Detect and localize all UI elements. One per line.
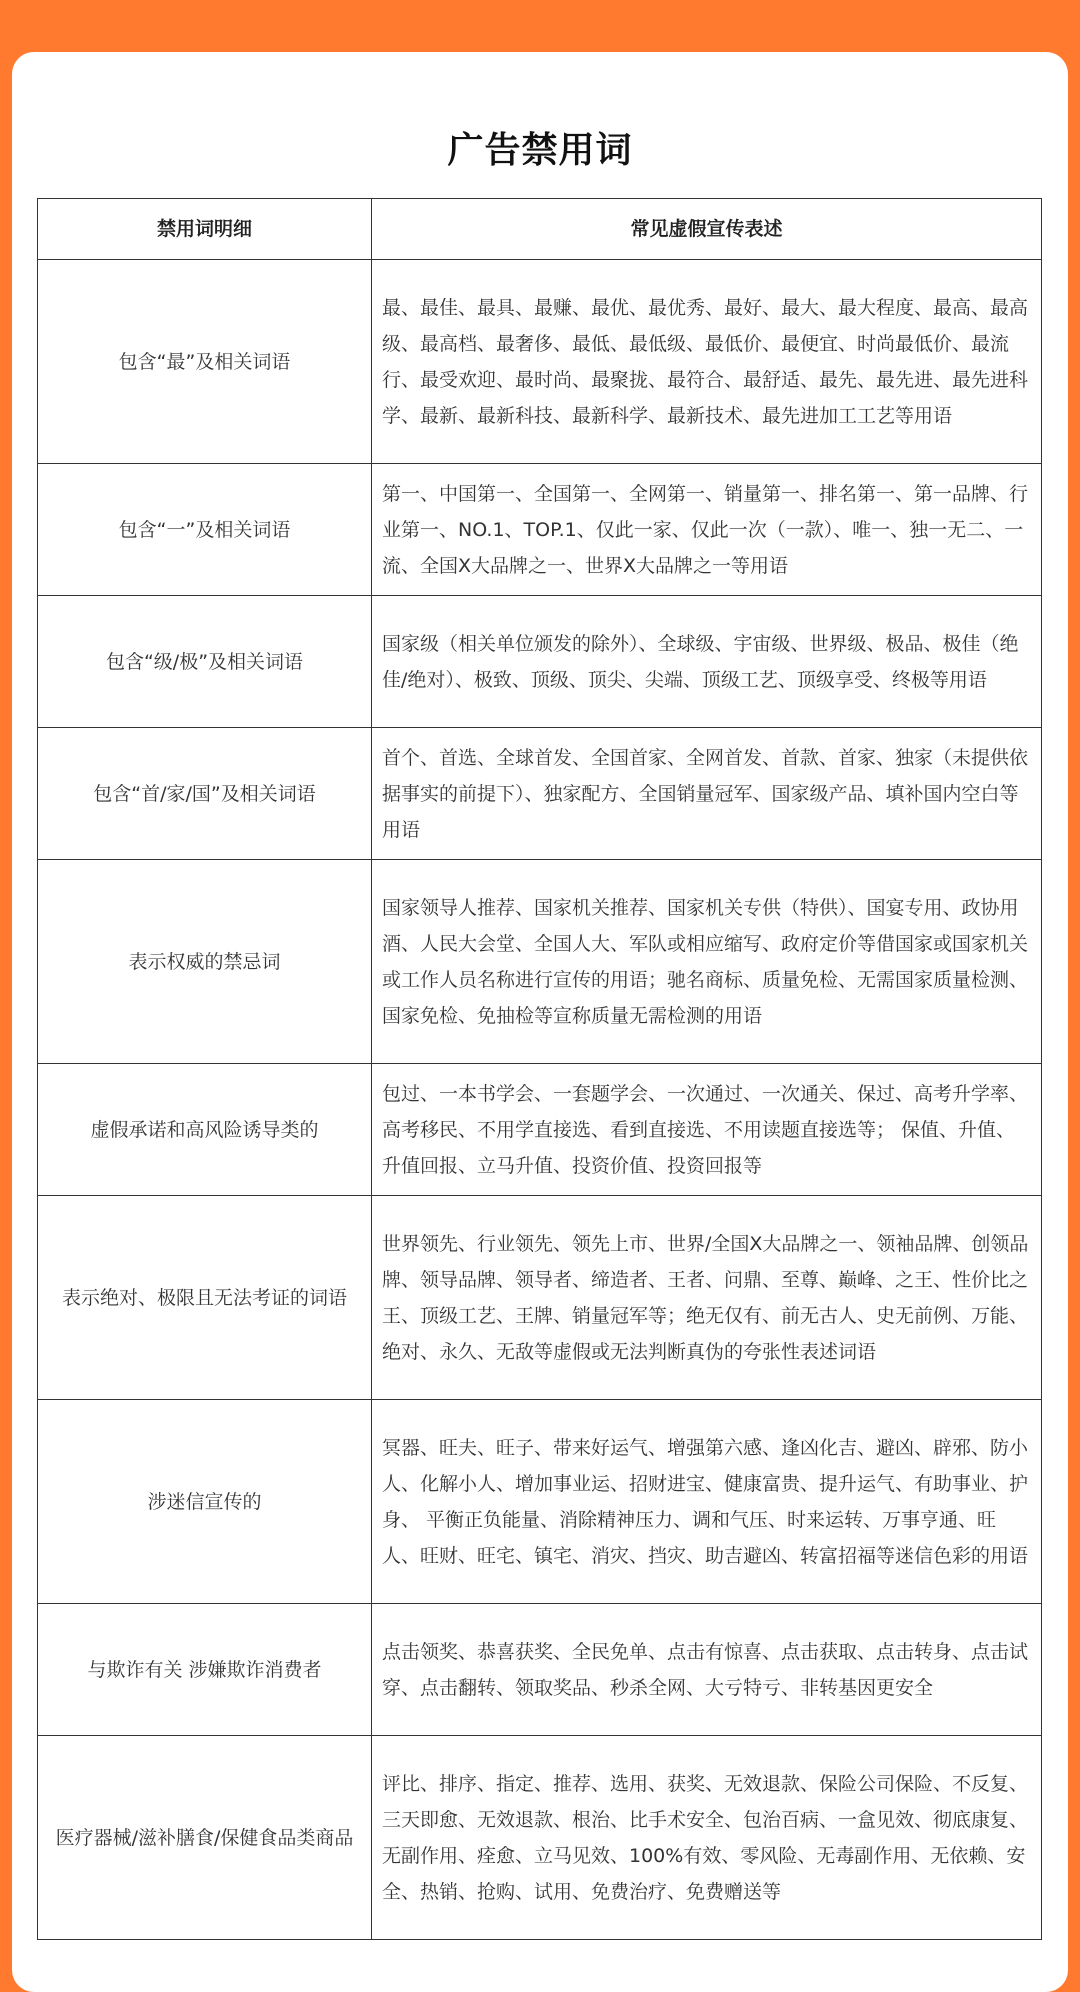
examples-cell: 冥器、旺夫、旺子、带来好运气、增强第六感、逢凶化吉、避凶、辟邪、防小人、化解小人、增加事业运、招财进宝、健康富贵、提升运气、有助事业、护身、 平衡正负能量、消除精神压力、调和气压、时来运转、万事亨通、旺人、旺财、旺宅、镇宅、消灾、挡灾、助吉避凶、转富招福等迷信色彩的用语 — [372, 1400, 1042, 1604]
table-row — [38, 1400, 1042, 1604]
examples-cell: 世界领先、行业领先、领先上市、世界/全国X大品牌之一、领袖品牌、创领品牌、领导品牌、领导者、缔造者、王者、问鼎、至尊、巅峰、之王、性价比之王、顶级工艺、王牌、销量冠军等；绝无仅有、前无古人、史无前例、万能、绝对、永久、无敌等虚假或无法判断真伪的夸张性表述词语 — [372, 1196, 1042, 1400]
table-row — [38, 596, 1042, 728]
category-cell: 包含“级/极”及相关词语 — [38, 596, 372, 728]
table-row — [38, 1064, 1042, 1196]
examples-cell: 包过、一本书学会、一套题学会、一次通过、一次通关、保过、高考升学率、高考移民、不用学直接选、看到直接选、不用读题直接选等； 保值、升值、升值回报、立马升值、投资价值、投资回报等 — [372, 1064, 1042, 1196]
content-card — [12, 52, 1068, 1992]
examples-cell: 点击领奖、恭喜获奖、全民免单、点击有惊喜、点击获取、点击转身、点击试穿、点击翻转、领取奖品、秒杀全网、大亏特亏、非转基因更安全 — [372, 1604, 1042, 1736]
category-cell: 包含“首/家/国”及相关词语 — [38, 728, 372, 860]
column-header-examples: 常见虚假宣传表述 — [372, 199, 1042, 260]
category-cell: 表示权威的禁忌词 — [38, 860, 372, 1064]
table-row — [38, 1736, 1042, 1940]
table-row — [38, 260, 1042, 464]
category-cell: 与欺诈有关 涉嫌欺诈消费者 — [38, 1604, 372, 1736]
table-row — [38, 860, 1042, 1064]
category-cell: 包含“一”及相关词语 — [38, 464, 372, 596]
category-cell: 虚假承诺和高风险诱导类的 — [38, 1064, 372, 1196]
table-row — [38, 1196, 1042, 1400]
banned-words-table — [37, 198, 1042, 1940]
examples-cell: 国家领导人推荐、国家机关推荐、国家机关专供（特供）、国宴专用、政协用酒、人民大会堂、全国人大、军队或相应缩写、政府定价等借国家或国家机关或工作人员名称进行宣传的用语；驰名商标、质量免检、无需国家质量检测、国家免检、免抽检等宣称质量无需检测的用语 — [372, 860, 1042, 1064]
table-row — [38, 464, 1042, 596]
category-cell: 医疗器械/滋补膳食/保健食品类商品 — [38, 1736, 372, 1940]
examples-cell: 首个、首选、全球首发、全国首家、全网首发、首款、首家、独家（未提供依据事实的前提下）、独家配方、全国销量冠军、国家级产品、填补国内空白等用语 — [372, 728, 1042, 860]
examples-cell: 第一、中国第一、全国第一、全网第一、销量第一、排名第一、第一品牌、行业第一、NO.1、TOP.1、仅此一家、仅此一次（一款）、唯一、独一无二、一流、全国X大品牌之一、世界X大品牌之一等用语 — [372, 464, 1042, 596]
category-cell: 表示绝对、极限且无法考证的词语 — [38, 1196, 372, 1400]
examples-cell: 最、最佳、最具、最赚、最优、最优秀、最好、最大、最大程度、最高、最高级、最高档、最奢侈、最低、最低级、最低价、最便宜、时尚最低价、最流行、最受欢迎、最时尚、最聚拢、最符合、最舒适、最先、最先进、最先进科学、最新、最新科技、最新科学、最新技术、最先进加工工艺等用语 — [372, 260, 1042, 464]
table-header-row — [38, 199, 1042, 260]
examples-cell: 国家级（相关单位颁发的除外）、全球级、宇宙级、世界级、极品、极佳（绝佳/绝对）、极致、顶级、顶尖、尖端、顶级工艺、顶级享受、终极等用语 — [372, 596, 1042, 728]
category-cell: 包含“最”及相关词语 — [38, 260, 372, 464]
table-row — [38, 728, 1042, 860]
category-cell: 涉迷信宣传的 — [38, 1400, 372, 1604]
table-row — [38, 1604, 1042, 1736]
page-title: 广告禁用词 — [447, 130, 633, 171]
column-header-category: 禁用词明细 — [38, 199, 372, 260]
examples-cell: 评比、排序、指定、推荐、选用、获奖、无效退款、保险公司保险、不反复、三天即愈、无效退款、根治、比手术安全、包治百病、一盒见效、彻底康复、无副作用、痊愈、立马见效、100%有效、零风险、无毒副作用、无依赖、安全、热销、抢购、试用、免费治疗、免费赠送等 — [372, 1736, 1042, 1940]
